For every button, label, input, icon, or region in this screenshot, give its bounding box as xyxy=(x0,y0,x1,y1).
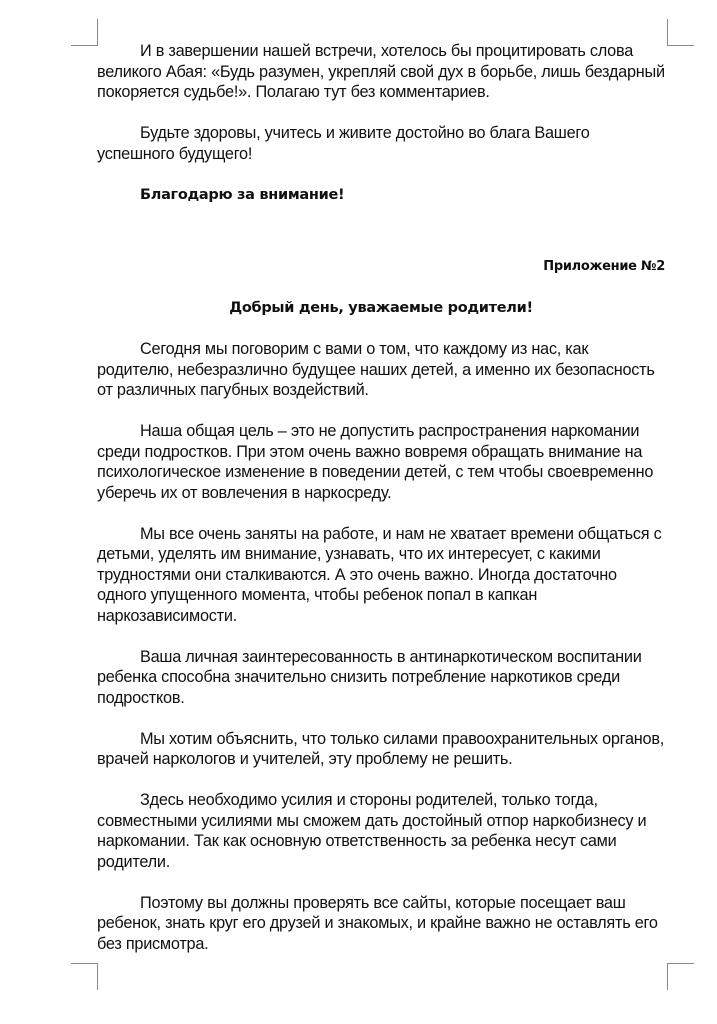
body-paragraph: Ваша личная заинтересованность в антинаркотическом воспитании ребенка способна значительно снизить потребление наркотиков среди подростков. xyxy=(97,647,642,707)
paragraph-wishes: Будьте здоровы, учитесь и живите достойно во блага Вашего успешного будущего! xyxy=(97,124,590,163)
body-paragraph: Наша общая цель – это не допустить распространения наркомании среди подростков. При этом очень важно вовремя обращать внимание на психологическое изменение в поведении детей, с тем чтобы своевременно уберечь их от вовлечения в наркосреду. xyxy=(97,422,654,502)
body-paragraph: Поэтому вы должны проверять все сайты, которые посещает ваш ребенок, знать круг его друзей и знакомых, и крайне важно не оставлять его без присмотра. xyxy=(97,893,658,953)
greeting-heading: Добрый день, уважаемые родители! xyxy=(229,300,533,316)
body-paragraph: Мы хотим объяснить, что только силами правоохранительных органов, врачей наркологов и учителей, эту проблему не решить. xyxy=(97,729,665,768)
appendix-label: Приложение №2 xyxy=(543,259,665,274)
crop-mark-top-right xyxy=(667,19,694,46)
body-paragraph: Мы все очень заняты на работе, и нам не хватает времени общаться с детьми, уделять им внимание, узнавать, что их интересует, с какими трудностями они сталкиваются. А это очень важно. Иногда достаточно одного упущенного момента, чтобы ребенок попал в капкан наркозависимости. xyxy=(97,524,662,625)
body-paragraph: Сегодня мы поговорим с вами о том, что каждому из нас, как родителю, небезразлично будущее наших детей, а именно их безопасность от различных пагубных воздействий. xyxy=(97,340,655,399)
crop-mark-bottom-left xyxy=(71,963,98,990)
crop-mark-top-left xyxy=(71,19,98,46)
body-paragraph: Здесь необходимо усилия и стороны родителей, только тогда, совместными усилиями мы сможем дать достойный отпор наркобизнесу и наркомании. Так как основную ответственность за ребенка несут сами родители. xyxy=(97,791,647,871)
thanks-line: Благодарю за внимание! xyxy=(140,186,345,203)
page-body xyxy=(97,41,665,975)
paragraph-closing-quote: И в завершении нашей встречи, хотелось бы процитировать слова великого Абая: «Будь разумен, укрепляй свой дух в борьбе, лишь бездарный покоряется судьбе!». Полагаю тут без комментариев. xyxy=(97,42,665,101)
crop-mark-bottom-right xyxy=(667,963,694,990)
